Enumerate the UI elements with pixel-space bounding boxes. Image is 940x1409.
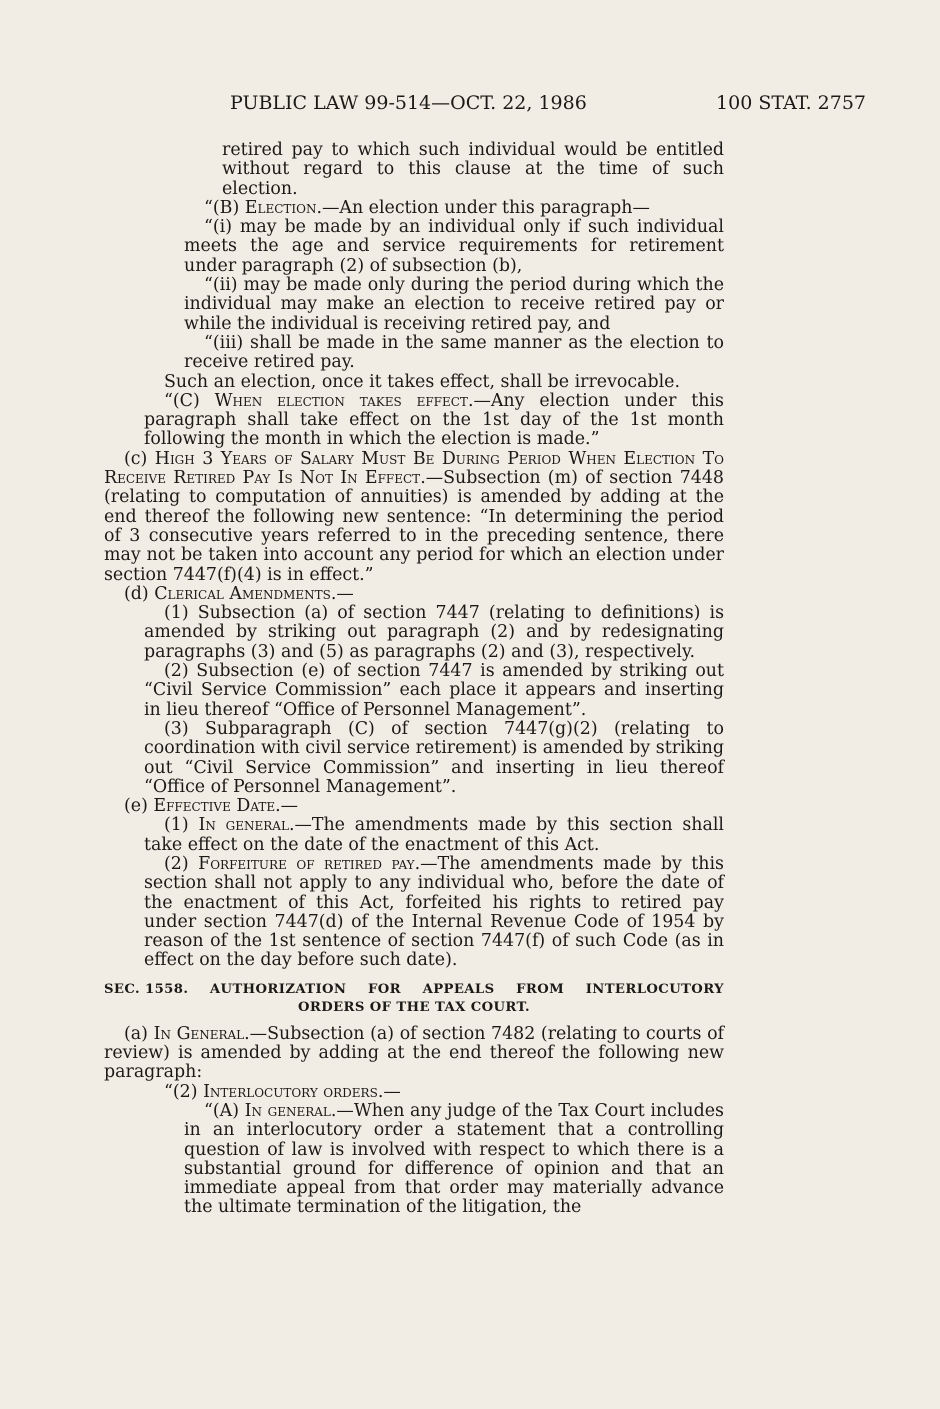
paragraph-text: (1) Subsection (a) of section 7447 (relating to definitions) is amended by striking out paragraph (2) and by redesignating paragraphs (3) and (5) as paragraphs (2) and (3), respectively. bbox=[144, 603, 724, 662]
paragraph-text: .—When any judge of the Tax Court includes in an interlocutory order a statement that a controlling question of law is involved with respect to which there is a substantial ground for difference of opinion and that an immediate appeal from that order may materially advance the ultimate termination of the litigation, the bbox=[184, 1100, 724, 1218]
paragraph-text: (3) Subparagraph (C) of section 7447(g)(2) (relating to coordination with civil service retirement) is amended by striking out “Civil Service Commission” and inserting in lieu thereof “Office of Personnel Management”. bbox=[144, 718, 724, 797]
public-law-title: PUBLIC LAW 99-514—OCT. 22, 1986 bbox=[230, 92, 587, 114]
paragraph bbox=[104, 662, 724, 720]
paragraph-text: “(ii) may be made only during the period during which the individual may make an election to receive retired pay or while the individual is receiving retired pay, and bbox=[184, 275, 724, 334]
paragraph-heading: Interlocutory orders bbox=[203, 1081, 378, 1102]
section-heading-line-2: ORDERS OF THE TAX COURT. bbox=[297, 999, 531, 1015]
paragraph bbox=[104, 141, 724, 199]
paragraph-heading: Clerical Amendments bbox=[154, 583, 331, 604]
paragraph-lead: “(A) bbox=[204, 1100, 245, 1121]
paragraph bbox=[104, 1025, 724, 1083]
paragraph-lead: (d) bbox=[124, 583, 155, 604]
page-header bbox=[104, 92, 866, 122]
paragraph bbox=[104, 450, 724, 585]
paragraph bbox=[104, 855, 724, 971]
paragraph-text: .—The amendments made by this section shall not apply to any individual who, before the date of the enactment of this Act, forfeited his rights to retired pay under section 7447(d) of the Internal Revenue Code of 1954 by reason of the 1st sentence of section 7447(f) of such Code (as in effect on the day before such date). bbox=[144, 853, 724, 971]
paragraph-heading: In General bbox=[153, 1023, 245, 1044]
paragraph bbox=[104, 720, 724, 797]
paragraph bbox=[104, 392, 724, 450]
paragraph-text: .—Subsection (a) of section 7482 (relating to courts of review) is amended by adding at the end thereof the following new paragraph: bbox=[104, 1023, 724, 1083]
paragraph bbox=[104, 797, 724, 816]
paragraph-text: .—Any election under this paragraph shall take effect on the 1st day of the 1st month following the month in which the election is made.” bbox=[144, 390, 724, 450]
paragraph-text: .— bbox=[377, 1081, 401, 1102]
paragraph-lead: (e) bbox=[124, 796, 154, 817]
paragraph-text: .—The amendments made by this section shall take effect on the date of the enactment of this Act. bbox=[144, 815, 724, 855]
paragraph-heading: High 3 Years of Salary Must Be During Period When Election To Receive Retired Pay Is Not In Effect bbox=[104, 448, 725, 489]
paragraph bbox=[104, 373, 724, 392]
paragraph-lead: (c) bbox=[124, 448, 155, 469]
paragraph-text: (2) Subsection (e) of section 7447 is amended by striking out “Civil Service Commission” each place it appears and inserting in lieu thereof “Office of Personnel Management”. bbox=[144, 661, 724, 720]
paragraph-lead: “(C) bbox=[164, 390, 215, 411]
section-heading-word: FOR bbox=[367, 981, 401, 997]
paragraph-text: “(iii) shall be made in the same manner as the election to receive retired pay. bbox=[184, 332, 724, 373]
section-heading-word: AUTHORIZATION bbox=[209, 981, 347, 997]
paragraph-text: .—An election under this paragraph— bbox=[316, 197, 650, 218]
section-heading-word: SEC. 1558. bbox=[104, 981, 189, 997]
section-heading-line-1 bbox=[104, 981, 724, 999]
paragraph-heading: Election bbox=[244, 197, 317, 218]
paragraph-group-2 bbox=[104, 1025, 724, 1218]
paragraph-text: .—Subsection (m) of section 7448 (relating to computation of annuities) is amended by adding at the end thereof the following new sentence: “In determining the period of 3 consecutive years referred to in the preceding sentence, there may not be taken into account any period for which an election under section 7447(f)(4) is in effect.” bbox=[104, 468, 724, 585]
paragraph-group-1 bbox=[104, 141, 724, 971]
paragraph-lead: (2) bbox=[164, 853, 199, 874]
paragraph-heading: Effective Date bbox=[153, 796, 276, 817]
paragraph bbox=[104, 604, 724, 662]
paragraph-heading: When election takes effect bbox=[214, 390, 468, 411]
section-heading-word: APPEALS bbox=[422, 981, 495, 997]
paragraph-heading: Forfeiture of retired pay bbox=[198, 853, 415, 874]
paragraph bbox=[104, 199, 724, 218]
section-heading-word: INTERLOCUTORY bbox=[585, 981, 724, 997]
paragraph-lead: “(2) bbox=[164, 1081, 204, 1102]
document-body bbox=[104, 141, 724, 1218]
paragraph-text: .— bbox=[330, 583, 354, 604]
paragraph-lead: (1) bbox=[164, 815, 199, 836]
paragraph-lead: (a) bbox=[124, 1023, 154, 1044]
paragraph-lead: “(B) bbox=[204, 197, 245, 218]
paragraph-heading: In general bbox=[244, 1100, 331, 1121]
paragraph bbox=[104, 218, 724, 276]
section-heading bbox=[104, 981, 724, 1017]
paragraph-text: retired pay to which such individual would be entitled without regard to this clause at the time of such election. bbox=[222, 140, 724, 199]
section-heading-word: FROM bbox=[516, 981, 565, 997]
paragraph bbox=[104, 276, 724, 334]
paragraph bbox=[104, 334, 724, 373]
paragraph bbox=[104, 585, 724, 604]
paragraph bbox=[104, 816, 724, 855]
statute-reference: 100 STAT. 2757 bbox=[716, 92, 866, 114]
paragraph-text: “(i) may be made by an individual only if such individual meets the age and service requirements for retirement under paragraph (2) of subsection (b), bbox=[184, 217, 724, 276]
paragraph bbox=[104, 1102, 724, 1218]
paragraph-text: .— bbox=[275, 796, 299, 817]
paragraph bbox=[104, 1083, 724, 1102]
paragraph-text: Such an election, once it takes effect, shall be irrevocable. bbox=[164, 371, 681, 392]
paragraph-heading: In general bbox=[198, 815, 289, 836]
